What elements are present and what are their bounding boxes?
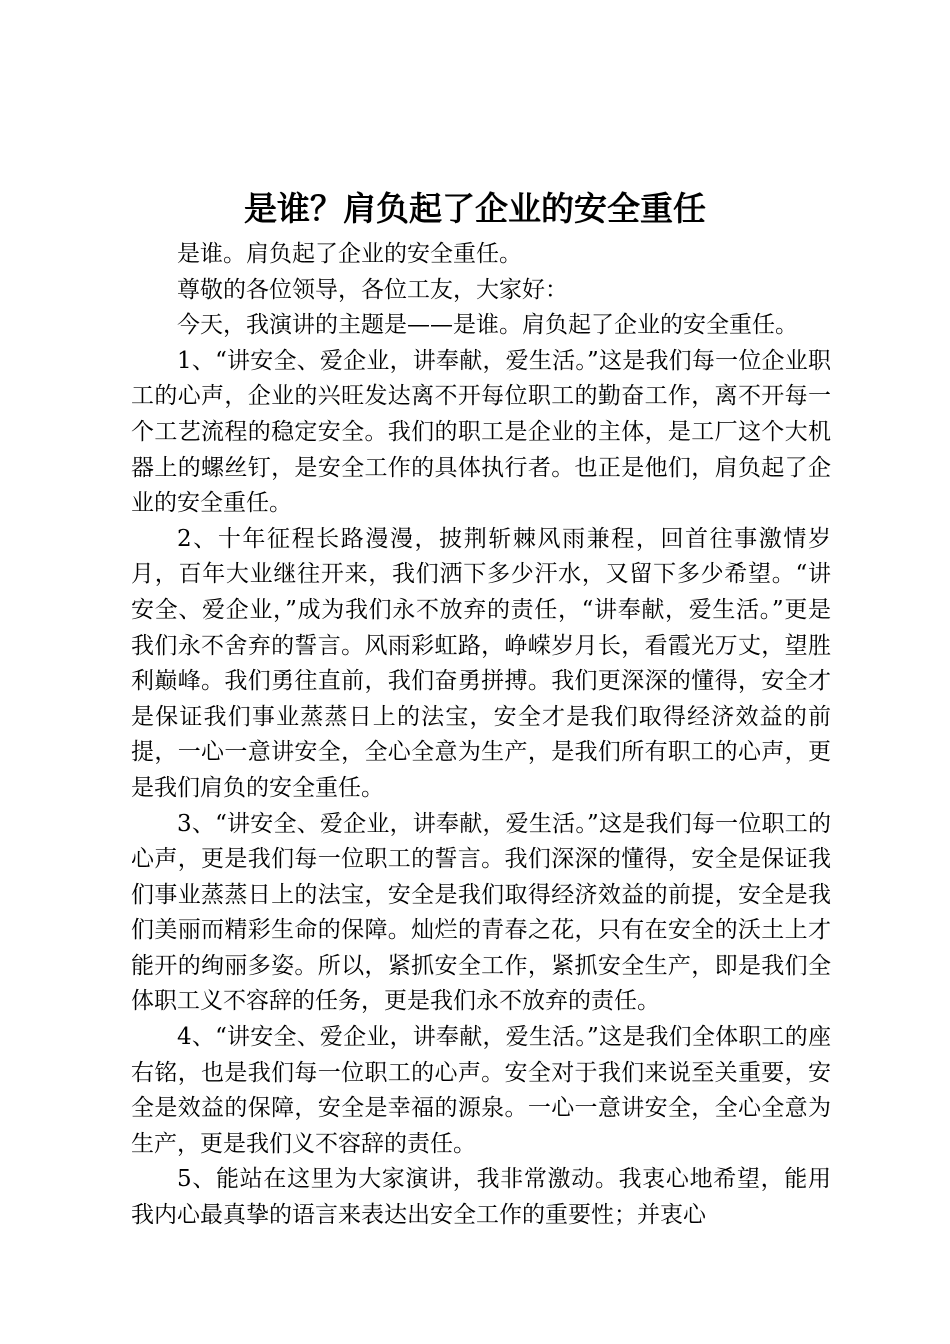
paragraph-subtitle: 是谁。肩负起了企业的安全重任。: [177, 241, 522, 267]
paragraph-intro: 今天，我演讲的主题是——是谁。肩负起了企业的安全重任。: [177, 312, 798, 339]
paragraph-greeting: 尊敬的各位领导，各位工友，大家好：: [177, 276, 568, 303]
paragraph-1: 1、“讲安全、爱企业，讲奉献，爱生活。”这是我们每一位企业职工的心声，企业的兴旺发达离不开每位职工的勤奋工作，离不开每一个工艺流程的稳定安全。我们的职工是企业的主体，是工厂这个大机器上的螺丝钉，是安全工作的具体执行者。也正是他们，肩负起了企业的安全重任。: [131, 347, 831, 517]
paragraph-4: 4、“讲安全、爱企业，讲奉献，爱生活。”这是我们全体职工的座右铭，也是我们每一位职工的心声。安全对于我们来说至关重要，安全是效益的保障，安全是幸福的源泉。一心一意讲安全，全心全意为生产，更是我们义不容辞的责任。: [131, 1024, 831, 1157]
document-body: [131, 237, 831, 1234]
paragraph-2: 2、十年征程长路漫漫，披荆斩棘风雨兼程，回首往事激情岁月，百年大业继往开来，我们洒下多少汗水，又留下多少希望。“讲安全、爱企业，”成为我们永不放弃的责任，“讲奉献，爱生活。”更是我们永不舍弃的誓言。风雨彩虹路，峥嵘岁月长，看霞光万丈，望胜利巅峰。我们勇往直前，我们奋勇拼搏。我们更深深的懂得，安全才是保证我们事业蒸蒸日上的法宝，安全才是我们取得经济效益的前提，一心一意讲安全，全心全意为生产，是我们所有职工的心声，更是我们肩负的安全重任。: [131, 525, 831, 801]
paragraph-3: 3、“讲安全、爱企业，讲奉献，爱生活。”这是我们每一位职工的心声，更是我们每一位职工的誓言。我们深深的懂得，安全是保证我们事业蒸蒸日上的法宝，安全是我们取得经济效益的前提，安全是我们美丽而精彩生命的保障。灿烂的青春之花，只有在安全的沃土上才能开的绚丽多姿。所以，紧抓安全工作，紧抓安全生产，即是我们全体职工义不容辞的任务，更是我们永不放弃的责任。: [131, 810, 831, 1015]
paragraph-5: 5、能站在这里为大家演讲，我非常激动。我衷心地希望，能用我内心最真挚的语言来表达出安全工作的重要性；并衷心: [131, 1166, 831, 1229]
document-title: 是谁？肩负起了企业的安全重任: [244, 189, 706, 228]
